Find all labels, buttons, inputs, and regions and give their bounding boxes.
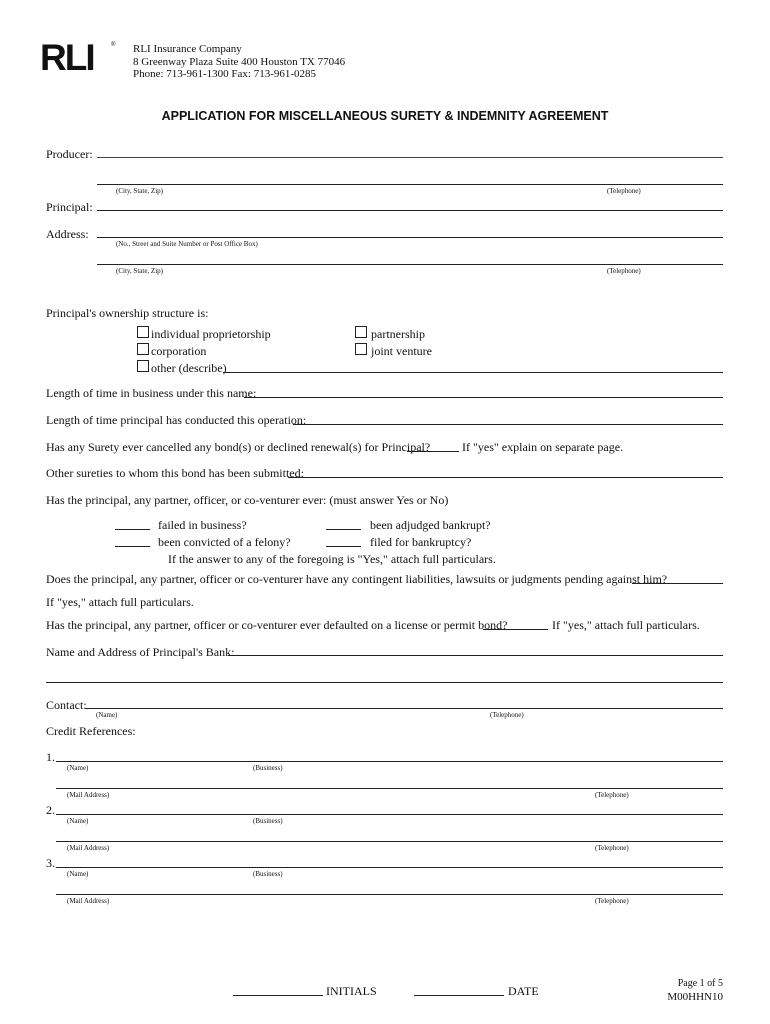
checkbox-partnership[interactable] [355,326,367,338]
surety-cancelled-answer[interactable] [407,451,459,452]
company-address: 8 Greenway Plaza Suite 400 Houston TX 77046 [133,56,346,68]
defaulted-note: If "yes," attach full particulars. [552,618,700,632]
credit-ref-business-caption: (Business) [253,817,283,825]
bank-line-2[interactable] [46,682,723,683]
credit-ref-telephone-caption: (Telephone) [595,844,629,852]
contact-label: Contact: [46,698,87,712]
address-label: Address: [46,227,89,241]
filed-bankruptcy-label: filed for bankruptcy? [370,535,472,549]
producer-label: Producer: [46,147,93,161]
principal-city-caption: (City, State, Zip) [116,267,163,275]
principal-city-line[interactable] [97,264,723,265]
address-line[interactable] [97,237,723,238]
adjudged-bankrupt-answer[interactable] [326,529,361,530]
producer-telephone-caption: (Telephone) [607,187,641,195]
credit-ref-name-caption: (Name) [67,764,89,772]
option-corporation: corporation [151,344,207,358]
street-caption: (No., Street and Suite Number or Post Office Box) [116,240,258,248]
date-label: DATE [508,984,539,998]
filed-bankruptcy-answer[interactable] [326,546,361,547]
registered-mark: ® [111,42,116,48]
principal-line[interactable] [97,210,723,211]
contingent-label: Does the principal, any partner, officer or co-venturer have any contingent liabilities, lawsuits or judgments pending against him? [46,572,668,586]
defaulted-answer[interactable] [483,629,548,630]
defaulted-label: Has the principal, any partner, officer or co-venturer ever defaulted on a license or permit bond? [46,618,508,632]
company-name: RLI Insurance Company [133,43,242,55]
form-title: APPLICATION FOR MISCELLANEOUS SURETY & INDEMNITY AGREEMENT [161,109,609,123]
credit-ref-business-caption: (Business) [253,870,283,878]
bank-label: Name and Address of Principal's Bank: [46,645,235,659]
credit-ref-name-caption: (Name) [67,870,89,878]
option-individual-proprietorship: individual proprietorship [151,327,271,341]
producer-city-caption: (City, State, Zip) [116,187,163,195]
option-partnership: partnership [371,327,425,341]
principal-label: Principal: [46,200,93,214]
length-operation-label: Length of time principal has conducted this operation: [46,413,307,427]
surety-cancelled-label: Has any Surety ever cancelled any bond(s) or declined renewal(s) for Principal? [46,440,431,454]
ownership-label: Principal's ownership structure is: [46,306,209,320]
length-operation-line[interactable] [293,424,723,425]
contact-line[interactable] [85,708,723,709]
credit-ref-mail-caption: (Mail Address) [67,897,110,905]
date-line[interactable] [414,995,504,996]
credit-ref-2-line[interactable] [56,814,723,815]
failed-business-label: failed in business? [158,518,247,532]
principal-telephone-caption: (Telephone) [607,267,641,275]
credit-ref-telephone-caption: (Telephone) [595,897,629,905]
credit-ref-mail-caption: (Mail Address) [67,844,110,852]
initials-line[interactable] [233,995,323,996]
credit-ref-number: 1. [46,750,55,764]
producer-line[interactable] [97,157,723,158]
convicted-label: been convicted of a felony? [158,535,291,549]
length-name-line[interactable] [244,397,723,398]
credit-ref-name-caption: (Name) [67,817,89,825]
contact-name-caption: (Name) [96,711,118,719]
other-sureties-line[interactable] [288,477,723,478]
credit-ref-3-line[interactable] [56,867,723,868]
form-code: M00HHN10 [667,991,723,1003]
surety-cancelled-note: If "yes" explain on separate page. [462,440,624,454]
credit-ref-1-line[interactable] [56,761,723,762]
checkbox-joint-venture[interactable] [355,343,367,355]
foregoing-note: If the answer to any of the foregoing is "Yes," attach full particulars. [168,552,496,566]
credit-ref-telephone-caption: (Telephone) [595,791,629,799]
option-other: other (describe) [151,361,227,375]
credit-ref-2-address-line[interactable] [56,841,723,842]
credit-ref-business-caption: (Business) [253,764,283,772]
contact-telephone-caption: (Telephone) [490,711,524,719]
credit-references-label: Credit References: [46,724,136,738]
checkbox-individual-proprietorship[interactable] [137,326,149,338]
convicted-answer[interactable] [115,546,150,547]
bank-line[interactable] [228,655,723,656]
credit-ref-number: 3. [46,856,55,870]
rli-logo: RLI [40,37,94,78]
adjudged-bankrupt-label: been adjudged bankrupt? [370,518,491,532]
page-number: Page 1 of 5 [677,978,723,989]
failed-business-answer[interactable] [115,529,150,530]
other-sureties-label: Other sureties to whom this bond has been submitted: [46,466,304,480]
other-describe-line[interactable] [223,372,723,373]
option-joint-venture: joint venture [371,344,432,358]
credit-ref-mail-caption: (Mail Address) [67,791,110,799]
producer-city-line[interactable] [97,184,723,185]
credit-ref-3-address-line[interactable] [56,894,723,895]
checkbox-corporation[interactable] [137,343,149,355]
credit-ref-1-address-line[interactable] [56,788,723,789]
credit-ref-number: 2. [46,803,55,817]
has-ever-label: Has the principal, any partner, officer, or co-venturer ever: (must answer Yes or No) [46,493,449,507]
company-phone-fax: Phone: 713-961-1300 Fax: 713-961-0285 [133,68,317,80]
initials-label: INITIALS [326,984,377,998]
length-name-label: Length of time in business under this name: [46,386,257,400]
contingent-note: If "yes," attach full particulars. [46,595,194,609]
contingent-answer[interactable] [632,583,723,584]
checkbox-other[interactable] [137,360,149,372]
